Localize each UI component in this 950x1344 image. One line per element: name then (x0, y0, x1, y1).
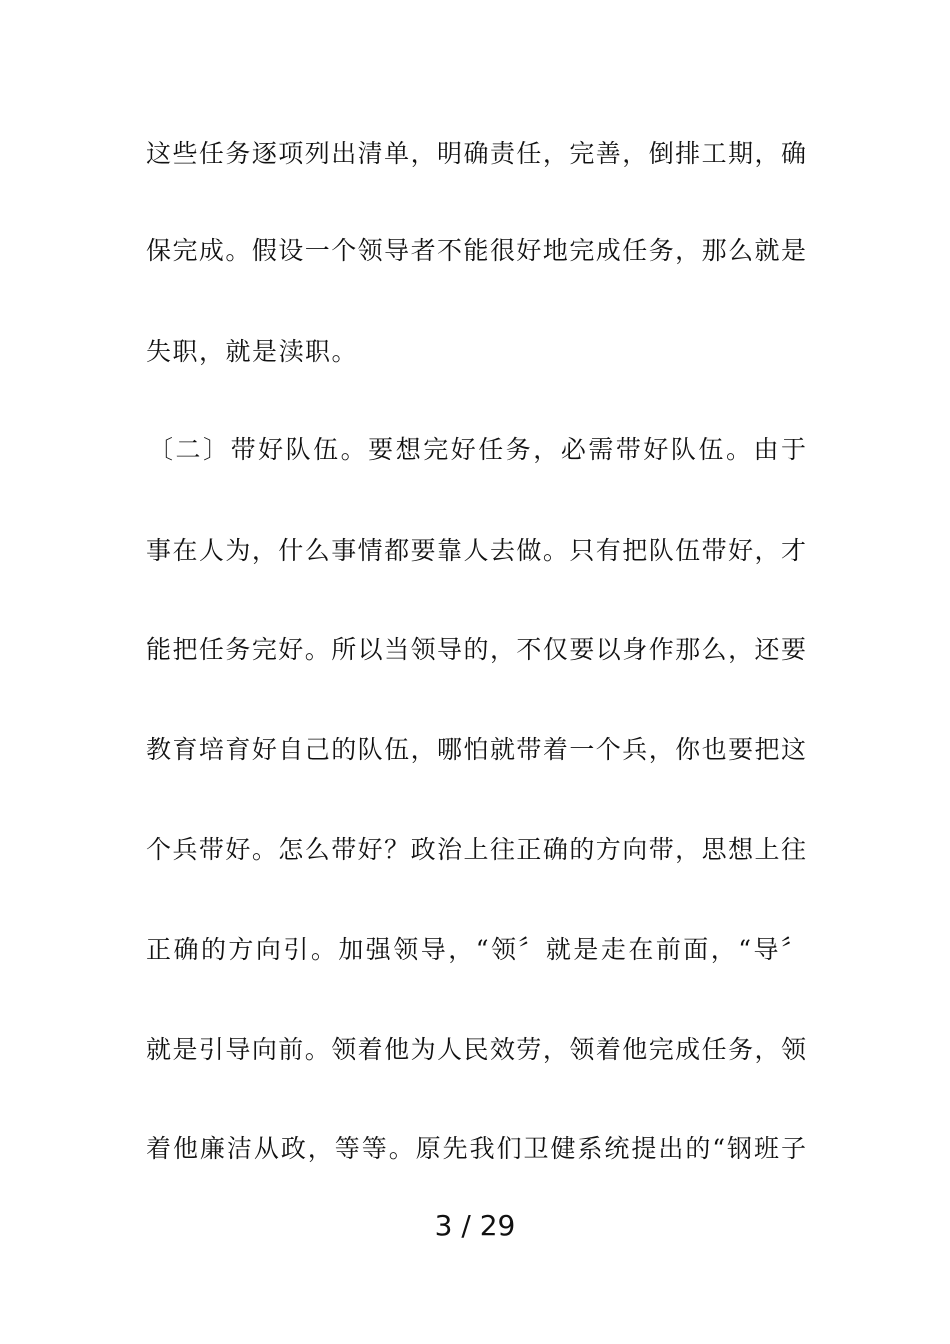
text-line: 个兵带好。怎么带好？政治上往正确的方向带，思想上往 (146, 835, 806, 864)
text-line: 就是引导向前。领着他为人民效劳，领着他完成任务，领 (146, 1035, 806, 1064)
text-line: 事在人为，什么事情都要靠人去做。只有把队伍带好，才 (146, 536, 806, 565)
text-line: 失职，就是渎职。 (146, 337, 359, 366)
text-line: 教育培育好自己的队伍，哪怕就带着一个兵，你也要把这 (146, 735, 806, 764)
text-line: 能把任务完好。所以当领导的，不仅要以身作那么，还要 (146, 635, 806, 664)
text-line: 正确的方向引。加强领导，“领〞就是走在前面，“导〞 (146, 935, 806, 964)
text-line: 着他廉洁从政，等等。原先我们卫健系统提出的“钢班子 (146, 1134, 806, 1163)
text-line: 保完成。假设一个领导者不能很好地完成任务，那么就是 (146, 236, 806, 265)
text-line: 这些任务逐项列出清单，明确责任，完善，倒排工期，确 (146, 139, 806, 168)
page-number: 3 / 29 (434, 1209, 516, 1242)
text-line: 〔二〕带好队伍。要想完好任务，必需带好队伍。由于 (148, 435, 806, 464)
